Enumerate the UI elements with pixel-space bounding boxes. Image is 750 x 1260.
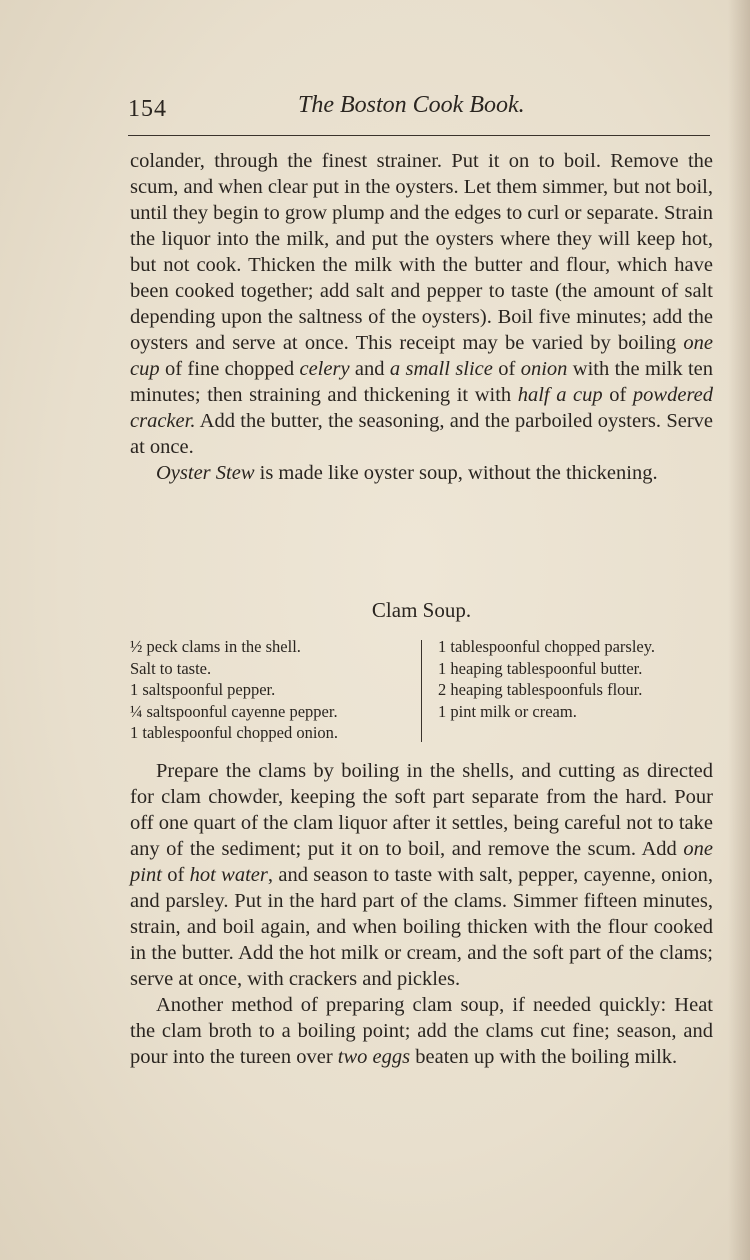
- oyster-soup-text: [130, 148, 713, 486]
- text-run: Prepare the clams by boiling in the shells, and cutting as directed for clam chowder, keeping the soft part separate from the hard. Pour off one quart of the clam liquor after it settles, being careful not to take any of the sediment; put it on to boil, and remove the scum. Add: [130, 760, 713, 860]
- text-run: with the milk ten minutes; then straining and thickening it with: [130, 358, 713, 406]
- column-divider: [421, 640, 422, 742]
- page-gutter-shadow: [728, 0, 750, 1260]
- clam-soup-text: [130, 758, 713, 1070]
- paragraph: [130, 460, 713, 486]
- ingredient-line: ½ peck clams in the shell.: [130, 637, 301, 656]
- ingredient-line: 1 tablespoonful chopped onion.: [130, 723, 339, 742]
- paragraph: [130, 992, 713, 1070]
- text-run: Another method of preparing clam soup, if needed quickly: Heat the clam broth to a boiling point; add the clams cut fine; season, and pour into the tureen over: [130, 994, 713, 1068]
- paragraph: [130, 758, 713, 992]
- page-number: 154: [128, 96, 167, 122]
- ingredient-line: 1 saltspoonful pepper.: [130, 680, 276, 699]
- ingredient-line: 1 pint milk or cream.: [438, 701, 577, 721]
- italic-run: onion: [520, 358, 568, 380]
- paragraph: [130, 148, 713, 460]
- section-heading: Clam Soup.: [371, 598, 472, 622]
- ingredients-list: [130, 636, 713, 742]
- text-run: , and season to taste with salt, pepper, cayenne, onion, and parsley. Put in the hard part of the clams. Simmer fifteen minutes, strain, and boil again, and when boiling thicken with the flour cooked in the butter. Add the hot milk or cream, and the soft part of the clams; serve at once, with crackers and pickles.: [130, 864, 713, 990]
- text-run: colander, through the finest strainer. Put it on to boil. Remove the scum, and when clear put in the oysters. Let them simmer, but not boil, until they begin to grow plump and the edges to curl or separate. Strain the liquor into the milk, and put the oysters where they will keep hot, but not cook. Thicken the milk with the butter and flour, which have been cooked together; add salt and pepper to taste (the amount of salt depending upon the saltness of the oysters). Boil five minutes; add the oysters and serve at once. This receipt may be varied by boiling: [130, 150, 713, 354]
- italic-run: one pint: [130, 838, 713, 886]
- text-run: beaten up with the boiling milk.: [410, 1046, 678, 1068]
- ingredient-line: 1 heaping tablespoonful butter.: [438, 658, 643, 678]
- italic-run: half a cup: [517, 384, 603, 406]
- text-run: of: [492, 358, 521, 380]
- italic-run: celery: [299, 358, 350, 380]
- ingredient-line: ¼ saltspoonful cayenne pepper.: [130, 701, 338, 721]
- ingredient-line: 1 tablespoonful chopped parsley.: [438, 637, 656, 656]
- header-rule: [128, 135, 710, 136]
- text-run: and: [349, 358, 390, 380]
- italic-run: two eggs: [337, 1046, 411, 1068]
- italic-run: powdered cracker.: [130, 384, 714, 432]
- page-header: [128, 92, 710, 128]
- text-run: Add the butter, the seasoning, and the parboiled oysters. Serve at once.: [130, 410, 713, 458]
- italic-run: a small slice: [389, 358, 493, 380]
- text-run: of: [161, 864, 190, 886]
- ingredients-column-left: [130, 636, 422, 744]
- text-run: is made like oyster soup, without the thickening.: [254, 462, 658, 484]
- text-run: of: [602, 384, 633, 406]
- italic-run: Oyster Stew: [156, 462, 255, 484]
- text-run: of fine chopped: [159, 358, 300, 380]
- running-title: The Boston Cook Book.: [298, 92, 525, 118]
- ingredient-line: Salt to taste.: [130, 658, 212, 678]
- ingredients-column-right: [438, 636, 718, 722]
- italic-run: one cup: [130, 332, 713, 380]
- italic-run: hot water: [189, 864, 268, 886]
- ingredient-line: 2 heaping tablespoonfuls flour.: [438, 680, 643, 699]
